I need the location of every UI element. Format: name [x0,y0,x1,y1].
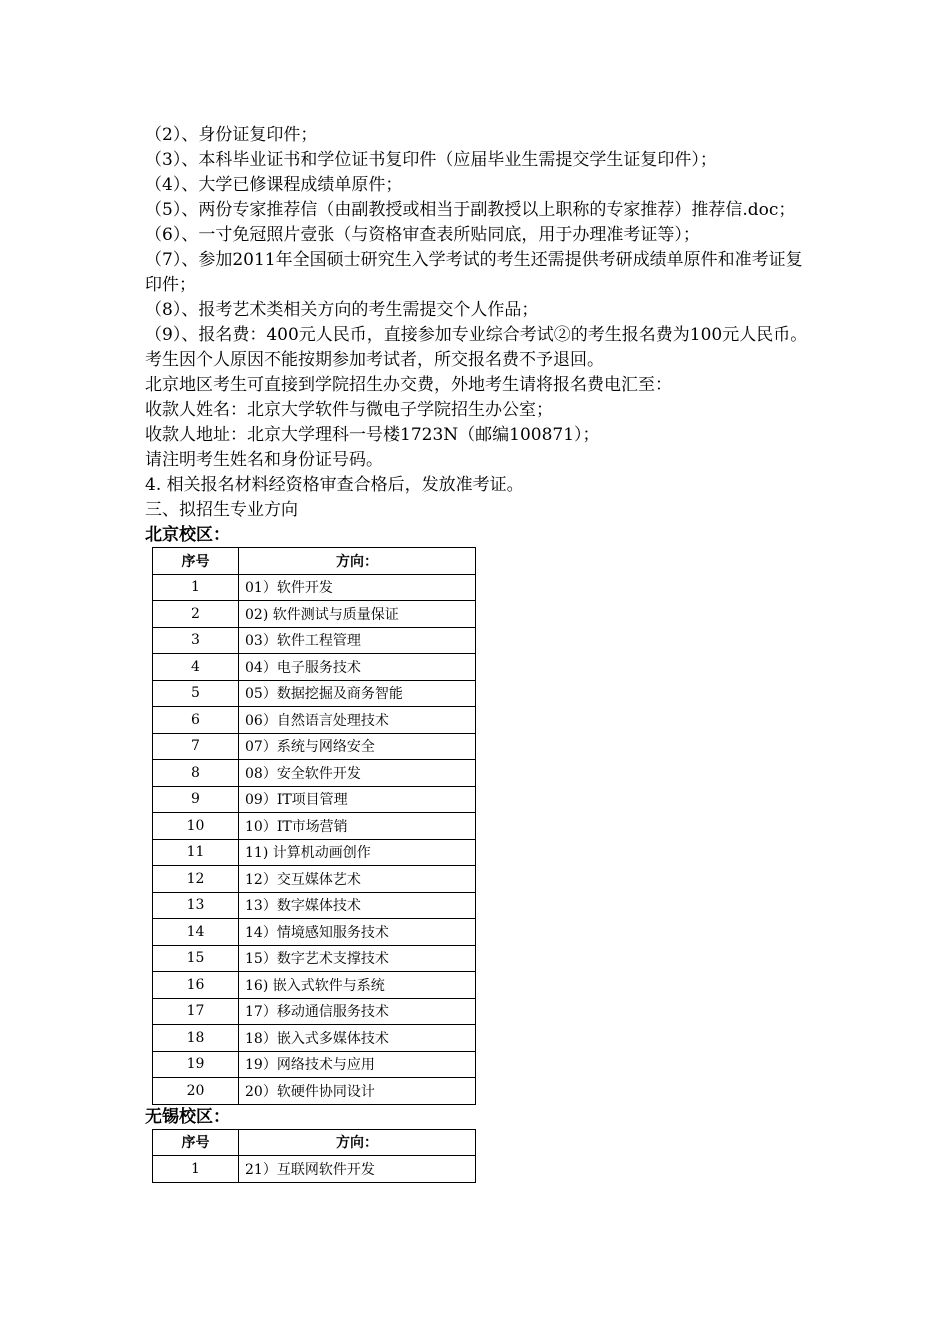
row-number-cell: 6 [153,707,239,734]
table-row [153,601,476,628]
row-direction-cell: 13）数字媒体技术 [239,892,476,919]
row-direction-cell: 15）数字艺术支撑技术 [239,945,476,972]
paragraph: 收款人地址：北京大学理科一号楼1723N（邮编100871）； [145,425,600,445]
section-title: 三、拟招生专业方向 [145,500,298,520]
wuxi-campus-heading: 无锡校区： [145,1106,230,1127]
row-number-cell: 19 [153,1051,239,1078]
row-direction-cell: 19）网络技术与应用 [239,1051,476,1078]
beijing-directions-table [152,547,476,1105]
paragraph: 北京地区考生可直接到学院招生办交费，外地考生请将报名费电汇至： [145,375,672,395]
table-header-row [153,1129,476,1156]
column-header-number: 序号 [153,1129,239,1156]
row-direction-cell: 20）软硬件协同设计 [239,1078,476,1105]
row-number-cell: 8 [153,760,239,787]
row-number-cell: 1 [153,574,239,601]
row-direction-cell: 12）交互媒体艺术 [239,866,476,893]
paragraph: 请注明考生姓名和身份证号码。 [145,450,383,470]
paragraph: （9）、报名费：400元人民币，直接参加专业综合考试②的考生报名费为100元人民币。考生因个人原因不能按期参加考试者，所交报名费不予退回。 [145,325,808,370]
row-direction-cell: 06）自然语言处理技术 [239,707,476,734]
paragraph: （8）、报考艺术类相关方向的考生需提交个人作品； [145,300,539,320]
beijing-campus-heading: 北京校区： [145,525,230,545]
paragraph: （6）、一寸免冠照片壹张（与资格审查表所贴同底，用于办理准考证等）； [145,225,700,245]
row-direction-cell: 10）IT市场营销 [239,813,476,840]
row-direction-cell: 17）移动通信服务技术 [239,998,476,1025]
wuxi-directions-table [152,1129,476,1183]
table-row [153,733,476,760]
row-direction-cell: 02) 软件测试与质量保证 [239,601,476,628]
table-row [153,945,476,972]
beijing-table-body [153,574,476,1104]
paragraph: （3）、本科毕业证书和学位证书复印件（应届毕业生需提交学生证复印件）； [145,150,717,170]
row-number-cell: 9 [153,786,239,813]
row-number-cell: 16 [153,972,239,999]
table-row [153,786,476,813]
paragraph: （5）、两份专家推荐信（由副教授或相当于副教授以上职称的专家推荐）推荐信.doc； [145,200,796,220]
row-direction-cell: 01）软件开发 [239,574,476,601]
row-direction-cell: 05）数据挖掘及商务智能 [239,680,476,707]
wuxi-table-body [153,1156,476,1183]
column-header-direction: 方向： [239,1129,476,1156]
document-page [145,123,815,1183]
row-number-cell: 5 [153,680,239,707]
row-direction-cell: 09）IT项目管理 [239,786,476,813]
table-row [153,839,476,866]
table-row [153,760,476,787]
row-direction-cell: 04）电子服务技术 [239,654,476,681]
row-number-cell: 10 [153,813,239,840]
table-row [153,1051,476,1078]
row-direction-cell: 16) 嵌入式软件与系统 [239,972,476,999]
row-number-cell: 11 [153,839,239,866]
table-row [153,574,476,601]
row-number-cell: 3 [153,627,239,654]
row-direction-cell: 07）系统与网络安全 [239,733,476,760]
row-number-cell: 20 [153,1078,239,1105]
table-row [153,998,476,1025]
paragraph: 收款人姓名：北京大学软件与微电子学院招生办公室； [145,400,553,420]
table-row [153,866,476,893]
row-number-cell: 2 [153,601,239,628]
table-row [153,654,476,681]
table-row [153,707,476,734]
row-number-cell: 7 [153,733,239,760]
table-header-row [153,548,476,575]
table-row [153,627,476,654]
table-row [153,813,476,840]
row-number-cell: 12 [153,866,239,893]
requirements-list [145,123,815,523]
row-direction-cell: 21）互联网软件开发 [239,1156,476,1183]
paragraph: （2）、身份证复印件； [145,125,318,145]
column-header-direction: 方向： [239,548,476,575]
row-number-cell: 1 [153,1156,239,1183]
row-direction-cell: 18）嵌入式多媒体技术 [239,1025,476,1052]
row-direction-cell: 03）软件工程管理 [239,627,476,654]
table-row [153,680,476,707]
row-number-cell: 18 [153,1025,239,1052]
row-number-cell: 17 [153,998,239,1025]
paragraph: 4. 相关报名材料经资格审查合格后，发放准考证。 [145,475,524,495]
table-row [153,919,476,946]
row-direction-cell: 14）情境感知服务技术 [239,919,476,946]
table-row [153,972,476,999]
row-direction-cell: 08）安全软件开发 [239,760,476,787]
row-number-cell: 15 [153,945,239,972]
column-header-number: 序号 [153,548,239,575]
paragraph: （7）、参加2011年全国硕士研究生入学考试的考生还需提供考研成绩单原件和准考证复印件； [145,250,803,295]
row-direction-cell: 11) 计算机动画创作 [239,839,476,866]
table-row [153,1156,476,1183]
paragraph: （4）、大学已修课程成绩单原件； [145,175,403,195]
table-row [153,892,476,919]
table-row [153,1078,476,1105]
row-number-cell: 14 [153,919,239,946]
row-number-cell: 4 [153,654,239,681]
table-row [153,1025,476,1052]
row-number-cell: 13 [153,892,239,919]
